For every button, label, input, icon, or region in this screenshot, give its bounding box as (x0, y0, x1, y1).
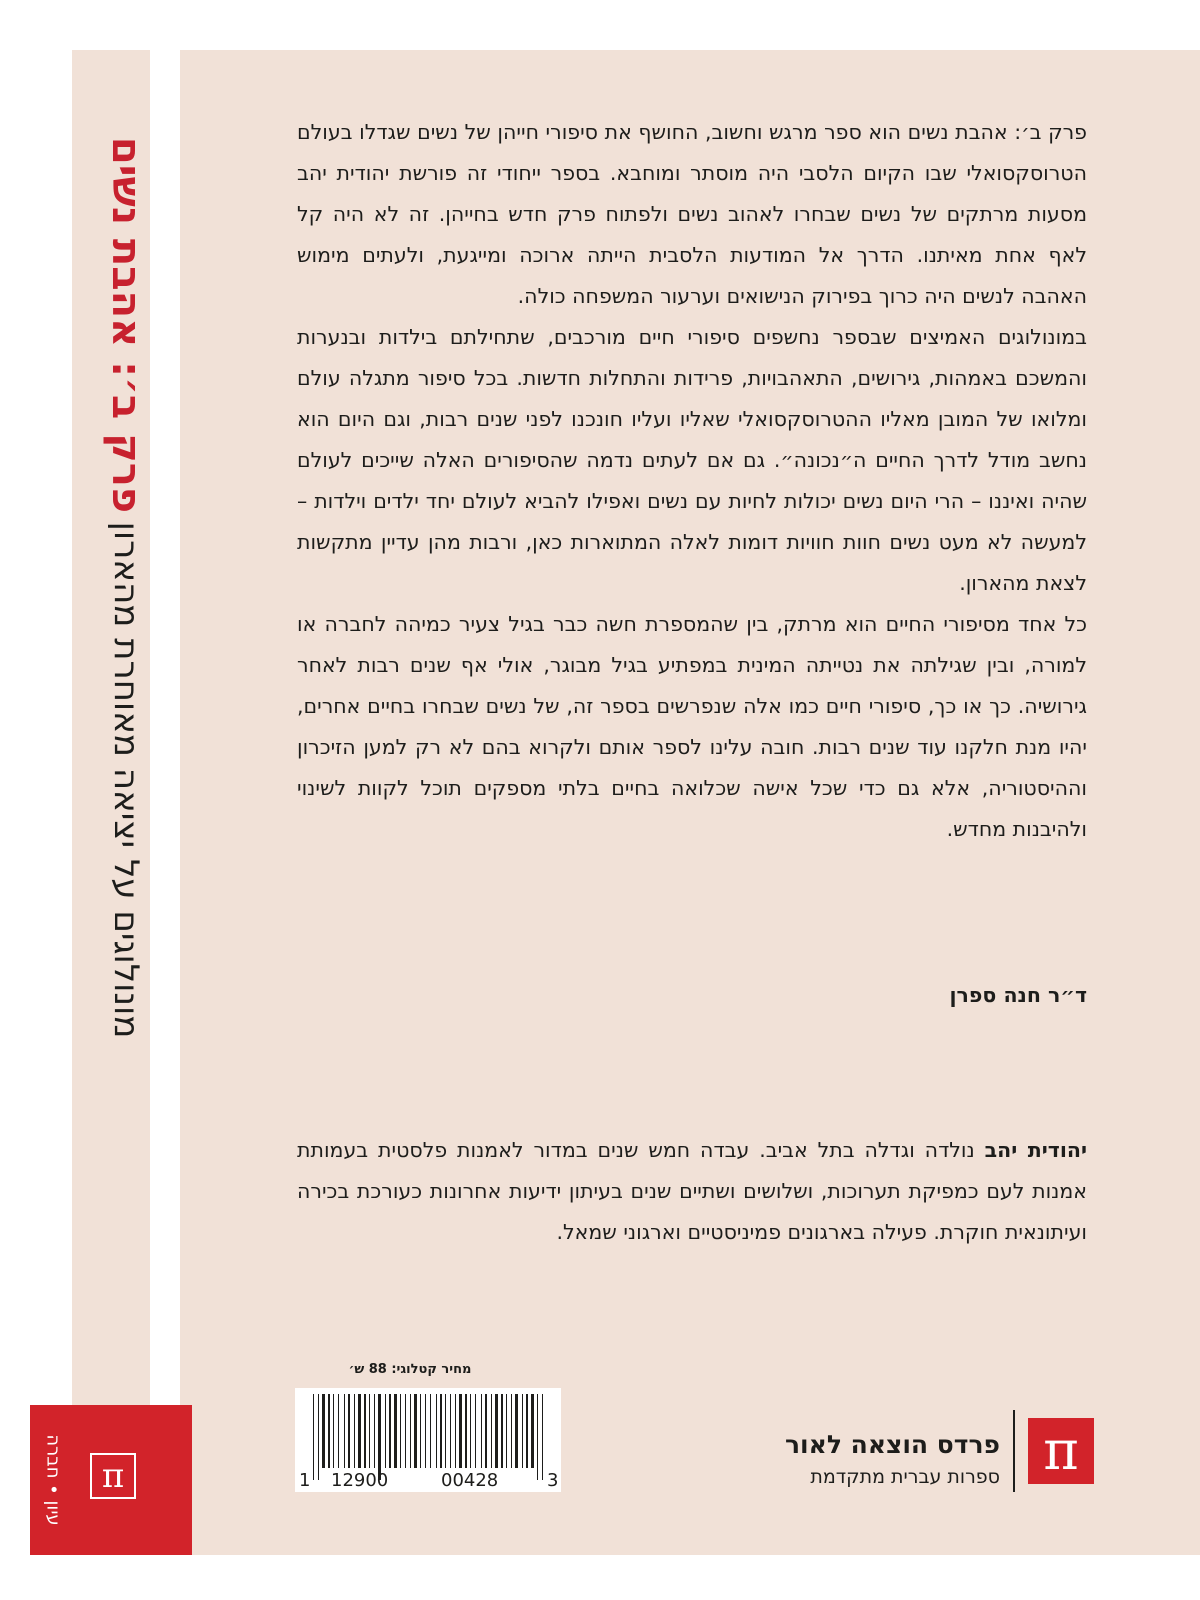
author-name: יהודית יהב (984, 1138, 1087, 1162)
barcode-bar (338, 1394, 339, 1468)
barcode-bar (414, 1394, 417, 1468)
blurb-paragraph: כל אחד מסיפורי החיים הוא מרתק, בין שהמספרת חשה כבר בגיל צעיר כמיהה לחברה או למורה, ובין שגילתה את נטייתה המינית במפתיע בגיל מבוגר, אולי אף שנים רבות לאחר גירושיה. כך או כך, סיפורי חיים כמו אלה שנפרשים בספר זה, של נשים שבחרו בחיים אחרים, יהיו מנת חלקנו עוד שנים רבות. חובה עלינו לספר אותם ולקרוא בהם לא רק למען הזיכרון וההיסטוריה, אלא גם כדי שכל אישה שכלואה בחיים בלתי מספקים תוכל לקוות לשינוי ולהיבנות מחדש. (297, 612, 1087, 841)
barcode-digit: 3 (547, 1470, 559, 1491)
barcode-bar (430, 1394, 431, 1468)
spine-white-stripe (150, 50, 180, 1555)
barcode-bar (385, 1394, 386, 1468)
barcode-bars (295, 1388, 561, 1492)
spine-footer (30, 1405, 192, 1555)
publisher-divider (1013, 1410, 1015, 1492)
barcode-bar (465, 1394, 467, 1468)
barcode-bar (369, 1394, 370, 1468)
barcode-bar (313, 1394, 314, 1480)
barcode-bar (475, 1394, 476, 1468)
barcode-digit: 12900 (331, 1470, 389, 1491)
barcode-digit: 1 (299, 1470, 311, 1491)
blurb-paragraph: פרק ב׳: אהבת נשים הוא ספר מרגש וחשוב, החושף את סיפורי חייהן של נשים שגדלו בעולם הטרוסקסואלי שבו הקיום הלסבי היה מוסתר ומוחבא. בספר ייחודי זה פורשת יהודית יהב מסעות מרתקים של נשים שבחרו לאהוב נשים ולפתוח פרק חדש בחייהן. זה לא היה קל לאף אחת מאיתנו. הדרך אל המודעות הלסבית הייתה ארוכה ומייגעת, ולעתים מימוש האהבה לנשים היה כרוך בפירוק הנישואים וערעור המשפחה כולה. (297, 120, 1087, 308)
barcode-bar (344, 1394, 345, 1468)
barcode-bar (455, 1394, 456, 1468)
barcode-bar (440, 1394, 442, 1468)
barcode-bar (506, 1394, 507, 1468)
barcode-bar (485, 1394, 487, 1468)
barcode-bar (531, 1394, 534, 1468)
barcode-bar (491, 1394, 492, 1468)
spine-subtitle-text: מונולוגים על יציאה מאוחרת מהארון (106, 521, 146, 1039)
book-spine (30, 50, 192, 1555)
blurb-paragraph: במונולוגים האמיצים שבספר נחשפים סיפורי חיים מורכבים, שתחילתם בילדות ובנערות והמשכם באמהות, גירושים, התאהבויות, פרידות והתחלות חדשות. בכל סיפור מתגלה עולם ומלואו של המובן מאליו ההטרוסקסואלי שאליו ועליו חונכנו לפני שנים רבות, וגם היום הוא נחשב מודל לדרך החיים ה״נכונה״. גם אם לעתים נדמה שהסיפורים האלה שייכים לעולם שהיה ואיננו – הרי היום נשים יכולות לחיות עם נשים ואפילו להביא לעולם יחד ילדים וילדות – למעשה לא מעט נשים חוות חוויות דומות לאלה המתוארות כאן, ורבות מהן עדיין מתקשות לצאת מהארון. (297, 325, 1087, 595)
barcode-bar (515, 1394, 518, 1468)
author-bio (297, 1130, 1087, 1253)
barcode-bar (445, 1394, 446, 1468)
barcode-bar (481, 1394, 482, 1468)
barcode-bar (354, 1394, 355, 1468)
barcode-bar (358, 1394, 361, 1468)
barcode-bar (405, 1394, 406, 1468)
author-bio-text: נולדה וגדלה בתל אביב. עבדה חמש שנים במדור לאמנות פלסטית בעמותת אמנות לעם כמפיקת תערוכות, ושלושים ושתיים שנים בעיתון ידיעות אחרונות כעורכת בכירה ועיתונאית חוקרת. פעילה בארגונים פמיניסטיים וארגוני שמאל. (297, 1138, 1087, 1244)
spine-series (36, 1405, 70, 1555)
barcode-bar (425, 1394, 426, 1468)
barcode-bar (378, 1394, 381, 1480)
barcode-digit: 00428 (441, 1470, 499, 1491)
barcode-bar (470, 1394, 471, 1468)
barcode-bar (333, 1394, 334, 1468)
barcode-bar (364, 1394, 366, 1468)
barcode-bar (522, 1394, 523, 1468)
back-cover (192, 50, 1200, 1555)
barcode-bar (511, 1394, 512, 1468)
publisher-logo-glyph: π (1043, 1419, 1079, 1482)
barcode-bar (501, 1394, 503, 1468)
barcode-bar (389, 1394, 391, 1468)
barcode-bar (328, 1394, 330, 1468)
spine-pi-logo-icon: π (90, 1453, 136, 1499)
spine-title (102, 135, 150, 515)
spine-title-text: פרק ב׳: אהבת נשים (103, 136, 149, 514)
publisher-pi-logo-icon (1028, 1418, 1094, 1484)
barcode-bar (459, 1394, 462, 1468)
barcode-bar (526, 1394, 528, 1468)
barcode-bar (348, 1394, 350, 1468)
spine-series-text: עיון • חברה (42, 1434, 64, 1526)
isbn-barcode (295, 1388, 561, 1492)
barcode-bar (436, 1394, 437, 1468)
barcode-bar (420, 1394, 421, 1468)
publisher-name: פרדס הוצאה לאור (784, 1430, 1000, 1459)
spine-white-band (30, 50, 72, 1405)
barcode-bar (410, 1394, 411, 1468)
blurb (297, 112, 1087, 850)
publisher-tagline: ספרות עברית מתקדמת (810, 1466, 1000, 1488)
barcode-bar (318, 1394, 319, 1480)
blurb-signature: ד״ר חנה ספרן (949, 983, 1087, 1007)
spine-subtitle (102, 490, 150, 1070)
barcode-bar (450, 1394, 451, 1468)
barcode-bar (542, 1394, 543, 1480)
barcode-bar (374, 1394, 375, 1468)
barcode-bar (537, 1394, 538, 1480)
barcode-bar (400, 1394, 401, 1468)
barcode-bar (495, 1394, 498, 1468)
barcode-bar (322, 1394, 325, 1468)
catalog-price: מחיר קטלוגי: 88 ש׳ (348, 1362, 472, 1377)
barcode-bar (394, 1394, 397, 1468)
